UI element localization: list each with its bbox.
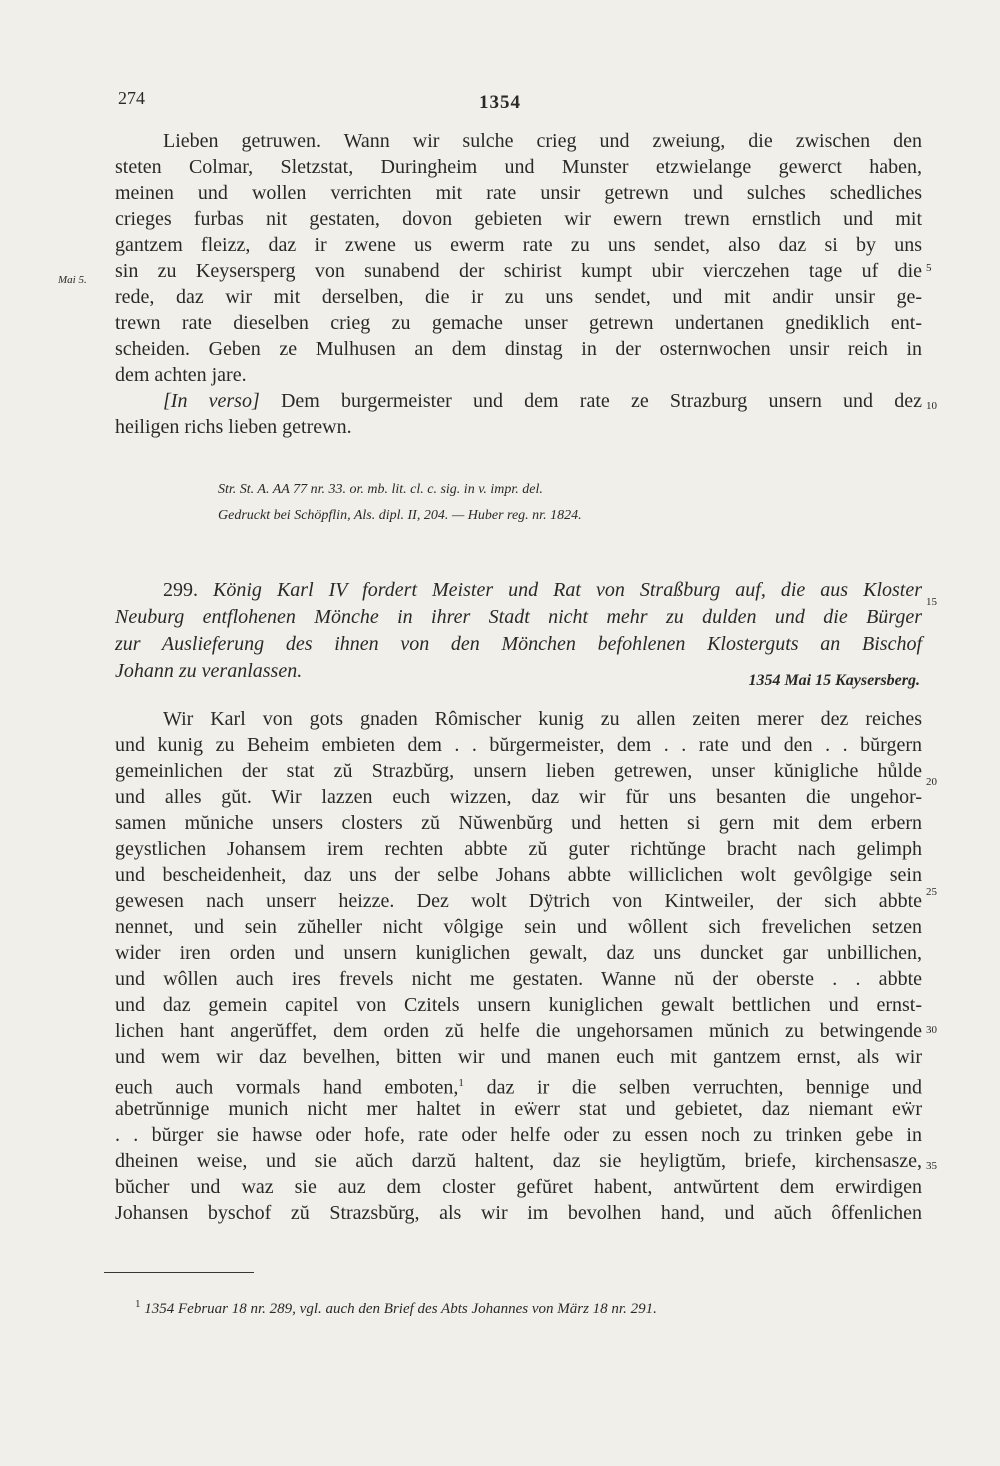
print-citation: Gedruckt bei Schöpflin, Als. dipl. II, 204. — Huber reg. nr. 1824. xyxy=(218,508,582,523)
line-number: 35 xyxy=(926,1160,937,1172)
text-line: trewn rate dieselben crieg zu gemache unser getrewn undertanen gnediklich ent- xyxy=(115,312,922,334)
text-line: crieges furbas nit gestaten, dovon gebieten wir ewern trewn ernstlich und mit xyxy=(115,208,922,230)
text-line: und alles gŭt. Wir lazzen euch wizzen, daz wir fŭr uns besanten die ungehor- xyxy=(115,786,922,808)
text-line: meinen und wollen verrichten mit rate unsir getrewn und sulches schedliches xyxy=(115,182,922,204)
text-line: Johansen byschof zŭ Strazsbŭrg, als wir im bevolhen hand, und aŭch ôffenlichen xyxy=(115,1202,922,1224)
document-number: 299. xyxy=(163,579,198,601)
text-line: gewesen nach unserr heizze. Dez wolt Dÿtrich von Kintweiler, der sich abbte xyxy=(115,890,922,912)
text-line: bŭcher und waz sie auz dem closter gefŭret habent, antwŭrtent dem erwirdigen xyxy=(115,1176,922,1198)
line-number: 20 xyxy=(926,776,937,788)
footnote-reference: 1 xyxy=(458,1077,464,1089)
footnote xyxy=(135,1298,657,1318)
text-line: dheinen weise, und sie aŭch darzŭ haltent, daz sie heyligtŭm, briefe, kirchensasze, xyxy=(115,1150,922,1172)
text-line: und daz gemein capitel von Czitels unsern kuniglichen gewalt bettlichen und ernst- xyxy=(115,994,922,1016)
title-line: Neuburg entflohenen Mönche in ihrer Stadt nicht mehr zu dulden und die Bürger xyxy=(115,606,922,628)
text-line: geystlichen Johansem irem rechten abbte zŭ guter richtŭnge bracht nach gelimph xyxy=(115,838,922,860)
text-line: gantzem fleizz, daz ir zwene us ewerm rate zu uns sendet, also daz si by uns xyxy=(115,234,922,256)
line-number: 25 xyxy=(926,886,937,898)
text-line: . . bŭrger sie hawse oder hofe, rate oder helfe oder zu essen noch zu trinken gebe in xyxy=(115,1124,922,1146)
text-line: und wôllen auch ires frevels nicht me gestaten. Wanne nŭ der oberste . . abbte xyxy=(115,968,922,990)
verso-label: [In verso] xyxy=(163,390,260,412)
footnote-text: 1354 Februar 18 nr. 289, vgl. auch den Brief des Abts Johannes von März 18 nr. 291. xyxy=(140,1301,657,1317)
text-line: heiligen richs lieben getrewn. xyxy=(115,416,352,438)
text-line: und kunig zu Beheim embieten dem . . bŭrgermeister, dem . . rate und den . . bŭrgern xyxy=(115,734,922,756)
verso-text: Dem burgermeister und dem rate ze Strazburg unsern und dez xyxy=(259,390,922,412)
text-line: rede, daz wir mit derselben, die ir zu uns sendet, und mit andir unsir ge- xyxy=(115,286,922,308)
archive-citation: Str. St. A. AA 77 nr. 33. or. mb. lit. cl. c. sig. in v. impr. del. xyxy=(218,482,543,497)
title-line: 299. König Karl IV fordert Meister und Rat von Straßburg auf, die aus Kloster xyxy=(163,579,922,601)
text-line: gemeinlichen der stat zŭ Strazbŭrg, unsern lieben getrewen, unser kŭnigliche hůlde xyxy=(115,760,922,782)
text-line: Lieben getruwen. Wann wir sulche crieg und zweiung, die zwischen den xyxy=(163,130,922,152)
document-title xyxy=(115,577,922,685)
running-head-year: 1354 xyxy=(479,92,521,113)
letter-body xyxy=(115,128,922,440)
text-line: dem achten jare. xyxy=(115,364,247,386)
text-line: lichen hant angerŭffet, dem orden zŭ helfe die ungehorsamen mŭnich zu betwingende xyxy=(115,1020,922,1042)
title-line: Johann zu veranlassen. xyxy=(115,660,303,682)
line-number: 5 xyxy=(926,262,932,274)
text-line: wider iren orden und unsern kuniglichen gewalt, daz uns duncket gar unbillichen, xyxy=(115,942,922,964)
text-line: nennet, und sein zŭheller nicht vôlgige sein und wôllent sich frevelichen setzen xyxy=(115,916,922,938)
page-number: 274 xyxy=(118,88,145,108)
footnote-divider xyxy=(104,1272,254,1273)
document-body xyxy=(115,706,922,1226)
title-line: zur Auslieferung des ihnen von den Mönchen befohlenen Klosterguts an Bischof xyxy=(115,633,922,655)
text-line: samen mŭniche unsers closters zŭ Nŭwenbŭrg und hetten si gern mit dem erbern xyxy=(115,812,922,834)
footnote-mark: 1 xyxy=(135,1298,141,1310)
text-line: sin zu Keysersperg von sunabend der schirist kumpt ubir vierczehen tage uf die xyxy=(115,260,922,282)
line-number: 15 xyxy=(926,596,937,608)
line-number: 10 xyxy=(926,400,937,412)
text-line: und wem wir daz bevelhen, bitten wir und manen euch mit gantzem ernst, als wir xyxy=(115,1046,922,1068)
document-date: 1354 Mai 15 Kaysersberg. xyxy=(748,672,920,689)
text-line: scheiden. Geben ze Mulhusen an dem dinstag in der osternwochen unsir reich in xyxy=(115,338,922,360)
margin-date-note: Mai 5. xyxy=(58,274,87,286)
text-line: abetrŭnnige munich nicht mer haltet in eẅerr stat und gebietet, daz niemant eẅr xyxy=(115,1098,922,1120)
line-number: 30 xyxy=(926,1024,937,1036)
text-line: steten Colmar, Sletzstat, Duringheim und Munster etzwielange gewerct haben, xyxy=(115,156,922,178)
text-line: euch auch vormals hand emboten,$^1$ daz ir die selben verruchten, bennige und xyxy=(115,1076,923,1099)
text-line: Wir Karl von gots gnaden Rômischer kunig zu allen zeiten merer dez reiches xyxy=(163,708,922,730)
text-line: und bescheidenheit, daz uns der selbe Johans abbte williclichen wolt gevôlgige sein xyxy=(115,864,922,886)
verso-line xyxy=(115,388,922,414)
